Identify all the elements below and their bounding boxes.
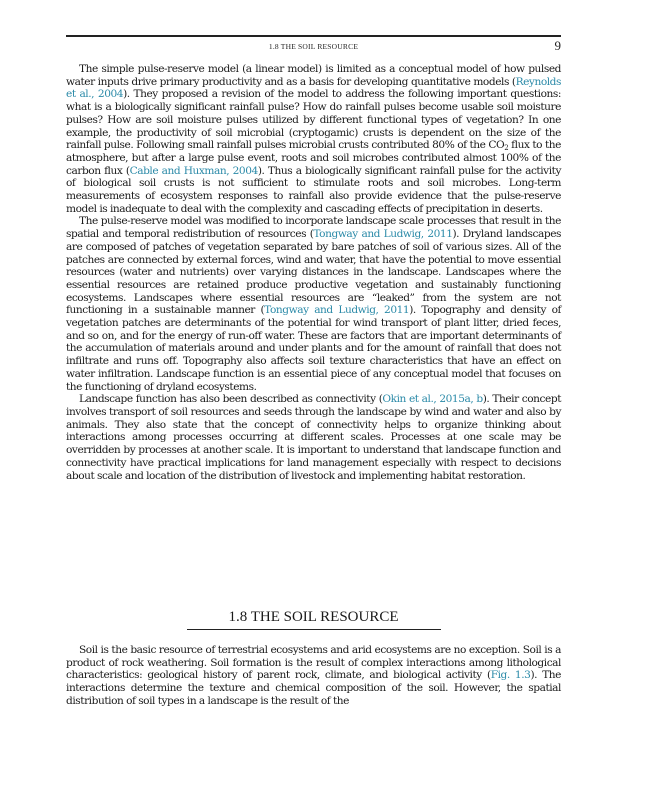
citation-link[interactable]: Tongway and Ludwig, 2011 — [264, 304, 410, 317]
paragraph-connectivity: Landscape function has also been described as connectivity (Okin et al., 2015a, b). Their concept involves transport of soil resources and seeds through the landscape by wind and water and also by animals. They also state that the concept of connectivity helps to organize thinking about interactions among processes occurring at different scales. Processes at one scale may be overridden by processes at another scale. It is important to understand that landscape function and connectivity have practical implications for land management especially with respect to decisions about scale and location of the distribution of livestock and implementing habitat restoration. — [66, 393, 561, 482]
paragraph-soil-resource: Soil is the basic resource of terrestrial ecosystems and arid ecosystems are no exception. Soil is a product of rock weathering. Soil formation is the result of complex interactions among lithological characteristics: geological history of parent rock, climate, and biological activity (Fig. 1.3). The interactions determine the texture and chemical composition of the soil. However, the spatial distribution of soil types in a landscape is the result of the — [66, 644, 561, 707]
header-rule — [66, 35, 561, 37]
paragraph-landscape-processes: The pulse-reserve model was modified to incorporate landscape scale processes that result in the spatial and temporal redistribution of resources (Tongway and Ludwig, 2011). Dryland landscapes are composed of patches of vegetation separated by bare patches of soil of various sizes. All of the patches are connected by external forces, wind and water, that have the potential to move essential resources (water and nutrients) over varying distances in the landscape. Landscapes where the essential resources are retained produce productive vegetation and sustainably functioning ecosystems. Landscapes where essential resources are “leaked” from the system are not functioning in a sustainable manner (Tongway and Ludwig, 2011). Topography and density of vegetation patches are determinants of the potential for wind transport of plant litter, dried feces, and so on, and for the energy of run-off water. These are factors that are important determinants of the accumulation of materials around and under plants and for the amount of rainfall that does not infiltrate and runs off. Topography also affects soil texture characteristics that have an effect on water infiltration. Landscape function is an essential piece of any conceptual model that focuses on the functioning of dryland ecosystems. — [66, 215, 562, 393]
running-title: 1.8 THE SOIL RESOURCE — [268, 42, 359, 51]
citation-link[interactable]: Tongway and Ludwig, 2011 — [313, 228, 453, 241]
body-text — [66, 63, 561, 482]
citation-link[interactable]: Okin et al., 2015a, b — [382, 393, 483, 406]
figure-link[interactable]: Fig. 1.3 — [490, 669, 531, 682]
section-heading-block — [66, 609, 561, 630]
citation-link[interactable]: Reynolds et al., 2004 — [66, 75, 561, 101]
paragraph-pulse-reserve: The simple pulse-reserve model (a linear model) is limited as a conceptual model of how pulsed water inputs drive primary productivity and as a basis for developing quantitative models (Reynolds et al., 2004). They proposed a revision of the model to address the following important questions: what is a biologically significant rainfall pulse? How do rainfall pulses become usable soil moisture pulses? How are soil moisture pulses utilized by different functional types of vegetation? In one example, the productivity of soil microbial (cryptogamic) crusts is dependent on the size of the rainfall pulse. Following small rainfall pulses microbial crusts contributed 80% of the $CO_2$ flux to the atmosphere, but after a large pulse event, roots and soil microbes contributed almost 100% of the carbon flux (Cable and Huxman, 2004). Thus a biologically significant rainfall pulse for the activity of biological soil crusts is not sufficient to stimulate roots and soil microbes. Long-term measurements of ecosystem responses to rainfall also provide evidence that the pulse-reserve model is inadequate to deal with the complexity and cascading effects of precipitation in deserts. — [66, 63, 561, 215]
subscript: 2 — [504, 144, 509, 153]
section-body-text — [66, 644, 561, 708]
running-header — [66, 40, 561, 56]
citation-link[interactable]: Cable and Huxman, 2004 — [129, 164, 258, 177]
section-heading: 1.8 THE SOIL RESOURCE — [187, 609, 441, 630]
page-number: 9 — [554, 38, 561, 53]
